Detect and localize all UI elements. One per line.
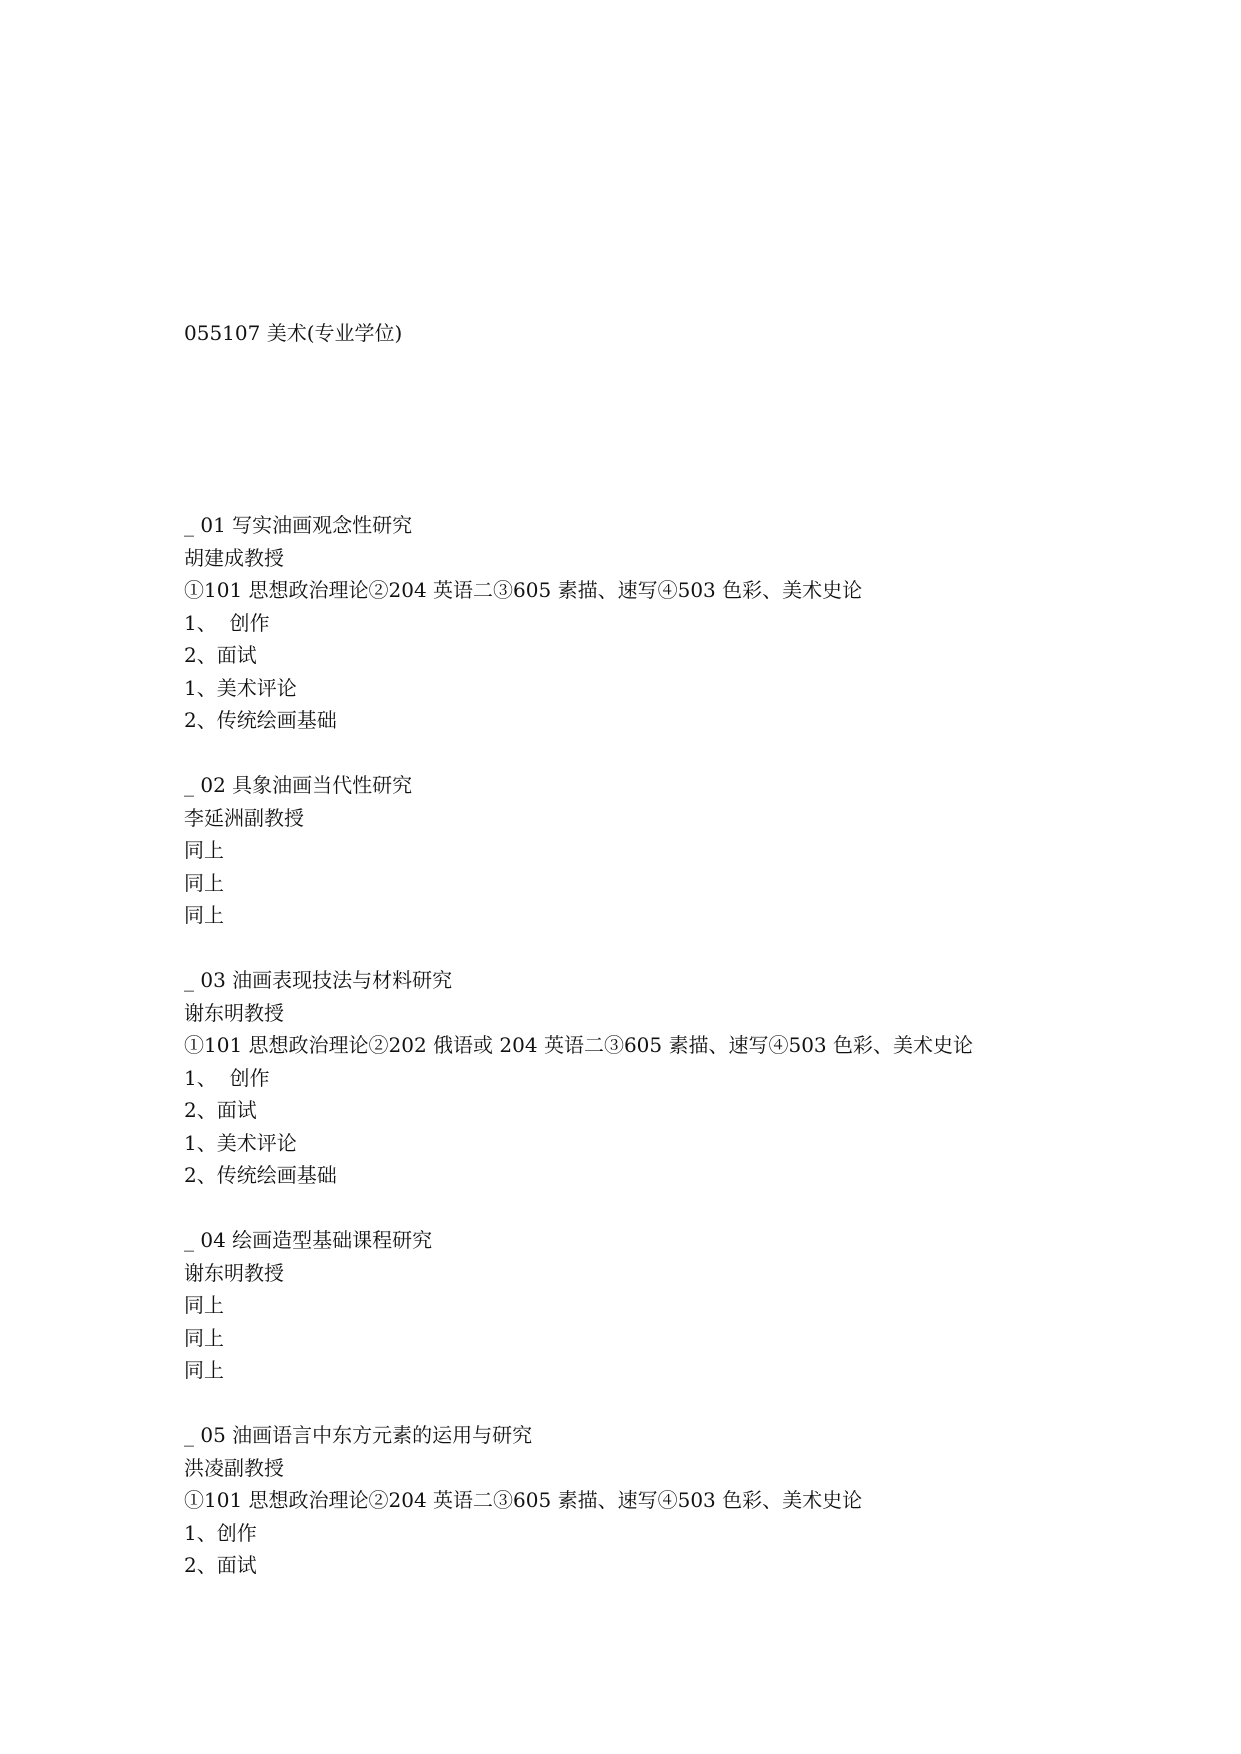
extra-exam-item: 2、传统绘画基础 (184, 1163, 337, 1187)
research-direction (184, 1419, 1184, 1582)
direction-name: _ 02 具象油画当代性研究 (184, 773, 413, 797)
supervisor-name: 李延洲副教授 (184, 805, 304, 830)
research-direction (184, 1224, 1184, 1387)
research-direction (184, 509, 1184, 737)
retest-item: 1、 创作 (184, 1065, 270, 1090)
exam-subjects: ①101 思想政治理论②204 英语二③605 素描、速写④503 色彩、美术史论 (184, 578, 863, 602)
direction-name: _ 05 油画语言中东方元素的运用与研究 (184, 1423, 533, 1447)
supervisor-name: 谢东明教授 (184, 1260, 284, 1285)
retest-item: 2、面试 (184, 1553, 257, 1577)
retest-item: 2、面试 (184, 643, 257, 667)
research-direction (184, 769, 1184, 932)
exam-subjects: ①101 思想政治理论②202 俄语或 204 英语二③605 素描、速写④503 色彩、美术史论 (184, 1033, 974, 1057)
research-direction (184, 964, 1184, 1192)
direction-name: _ 04 绘画造型基础课程研究 (184, 1228, 433, 1252)
extra-exam-item: 同上 (184, 903, 224, 927)
supervisor-name: 洪凌副教授 (184, 1455, 284, 1480)
retest-item: 同上 (184, 1325, 224, 1350)
exam-subjects: ①101 思想政治理论②204 英语二③605 素描、速写④503 色彩、美术史论 (184, 1488, 863, 1512)
exam-subjects: 同上 (184, 838, 224, 862)
document-title: 055107 美术(专业学位) (184, 321, 403, 345)
direction-name: _ 01 写实油画观念性研究 (184, 513, 413, 537)
retest-item: 同上 (184, 870, 224, 895)
retest-item: 1、 创作 (184, 610, 270, 635)
direction-name: _ 03 油画表现技法与材料研究 (184, 968, 453, 992)
extra-exam-item: 2、传统绘画基础 (184, 708, 337, 732)
retest-item: 1、创作 (184, 1520, 257, 1545)
extra-exam-item: 同上 (184, 1358, 224, 1382)
supervisor-name: 胡建成教授 (184, 545, 284, 570)
extra-exam-item: 1、美术评论 (184, 1130, 297, 1155)
exam-subjects: 同上 (184, 1293, 224, 1317)
retest-item: 2、面试 (184, 1098, 257, 1122)
supervisor-name: 谢东明教授 (184, 1000, 284, 1025)
extra-exam-item: 1、美术评论 (184, 675, 297, 700)
research-directions-list (184, 509, 1184, 1614)
